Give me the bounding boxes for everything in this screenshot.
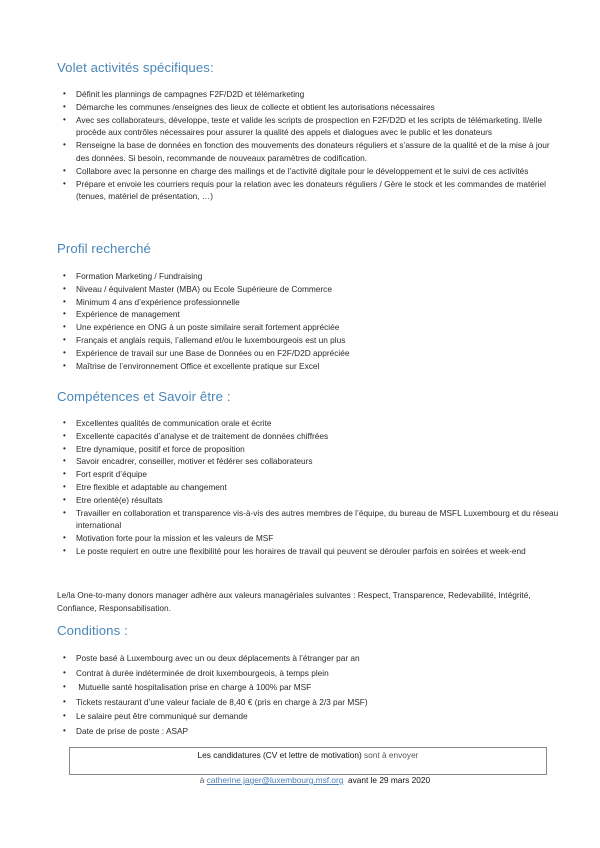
list-item: • Niveau / équivalent Master (MBA) ou Ecole Supérieure de Commerce [63,283,332,294]
bullet-icon: • [63,711,66,720]
bullet-icon: • [63,430,66,440]
list-item: • Une expérience en ONG à un poste similaire serait fortement appréciée [63,322,340,333]
list-item: • Collabore avec la personne en charge des mailings et de l’activité digitale pour le développement et le suivi de ces activités [63,165,529,176]
bullet-icon: • [63,334,66,344]
list-item: • Etre orienté(e) résultats [63,494,163,505]
deadline-text: avant le 29 mars 2020 [343,775,431,785]
list-item: • Avec ses collaborateurs, développe, teste et valide les scripts de prospection en F2F/D2D et les scripts de télémarketing. Il/elle procède aux contrôles nécessaires pour assurer la qualité des appels et dialogues avec le public et les donateurs [63,114,543,138]
list-item: • Définit les plannings de campagnes F2F/D2D et télémarketing [63,89,305,99]
bullet-icon: • [63,89,66,98]
email-link[interactable]: catherine.jager@luxembourg.msf.org [206,775,344,785]
application-line-1 [70,749,546,762]
bullet-icon: • [63,682,66,691]
list-conditions [0,651,600,738]
bullet-icon: • [63,347,66,357]
bullet-icon: • [63,418,66,427]
list-item: • Mutuelle santé hospitalisation prise en charge à 100% par MSF [0,680,600,695]
list-activites [0,88,600,203]
list-item: • Travailler en collaboration et transparence vis-à-vis des autres membres de l’équipe, du bureau de MSFL Luxembourg et du réseau international [63,507,559,531]
list-item: • Maîtrise de l’environnement Office et excellente pratique sur Excel [63,360,320,371]
list-item: • Etre dynamique, positif et force de proposition [63,443,245,454]
list-item: • Prépare et envoie les courriers requis pour la relation avec les donateurs réguliers / Gère le stock et les commandes de matériel (tenues, matériel de présentation, …) [63,178,546,202]
bullet-icon: • [63,456,66,466]
list-item: • Poste basé à Luxembourg avec un ou deux déplacements à l’étranger par an [0,651,600,666]
list-item: • Motivation forte pour la mission et les valeurs de MSF [63,533,274,544]
bullet-icon: • [63,271,66,280]
bullet-icon: • [63,140,66,150]
list-item: • Renseigne la base de données en fonction des mouvements des donateurs réguliers et s’assure de la qualité et de la mise à jour des données. Si besoin, recommande de nouveaux paramètres de codification. [63,140,550,163]
bullet-icon: • [63,309,66,319]
list-item: • Excellente capacités d’analyse et de traitement de données chiffrées [63,430,329,441]
bullet-icon: • [63,178,66,188]
list-item: • Savoir encadrer, conseiller, motiver et fédérer ses collaborateurs [63,456,313,467]
values-paragraph: Le/la One-to-many donors manager adhère aux valeurs managériales suivantes : Respect, Transparence, Redevabilité, Intégrité, Confiance, Responsabilisation. [57,590,531,613]
application-send-text: sont à envoyer [361,750,419,760]
section-title-conditions: Conditions : [57,623,128,638]
list-item: • Date de prise de poste : ASAP [0,724,600,739]
list-item: • Formation Marketing / Fundraising [63,271,203,281]
bullet-icon: • [63,653,66,662]
list-item: • Expérience de travail sur une Base de Données ou en F2F/D2D appréciée [63,347,350,358]
bullet-icon: • [63,443,66,453]
bullet-icon: • [63,481,66,491]
bullet-icon: • [63,296,66,306]
bullet-icon: • [63,283,66,293]
list-competences [0,417,600,558]
bullet-icon: • [63,114,66,124]
bullet-icon: • [63,533,66,543]
bullet-icon: • [63,494,66,504]
bullet-icon: • [63,507,66,517]
bullet-icon: • [63,101,66,111]
bullet-icon: • [63,545,66,555]
list-item: • Le poste requiert en outre une flexibilité pour les horaires de travail qui peuvent se dérouler parfois en soirées et week-end [63,545,526,556]
section-title-profil: Profil recherché [57,241,151,256]
list-item: • Français et anglais requis, l’allemand et/ou le luxembourgeois est un plus [63,334,346,345]
list-item: • Minimum 4 ans d’expérience professionnelle [63,296,240,307]
list-profil [0,270,600,372]
application-docs-text: Les candidatures (CV et lettre de motivation) [197,750,362,760]
bullet-icon: • [63,667,66,677]
bullet-icon: • [63,360,66,370]
list-item: • Excellentes qualités de communication orale et écrite [63,418,272,428]
bullet-icon: • [63,165,66,175]
list-item: • Démarche les communes /enseignes des lieux de collecte et obtient les autorisations nécessaires [63,101,435,112]
bullet-icon: • [63,696,66,706]
list-item: • Contrat à durée indéterminée de droit luxembourgeois, à temps plein [0,666,600,681]
bullet-icon: • [63,725,66,735]
application-line-2: à catherine.jager@luxembourg.msf.org avant le 29 mars 2020 [199,775,431,785]
list-item: • Expérience de management [63,309,180,320]
application-box [69,747,547,785]
list-item: • Le salaire peut être communiqué sur demande [0,709,600,724]
bullet-icon: • [63,469,66,479]
list-item: • Fort esprit d’équipe [63,469,148,480]
list-item: • Tickets restaurant d’une valeur faciale de 8,40 € (pris en charge à 2/3 par MSF) [0,695,600,710]
section-title-activites: Volet activités spécifiques: [57,60,214,75]
section-title-competences: Compétences et Savoir être : [57,389,231,404]
bullet-icon: • [63,322,66,332]
list-item: • Etre flexible et adaptable au changement [63,481,227,492]
